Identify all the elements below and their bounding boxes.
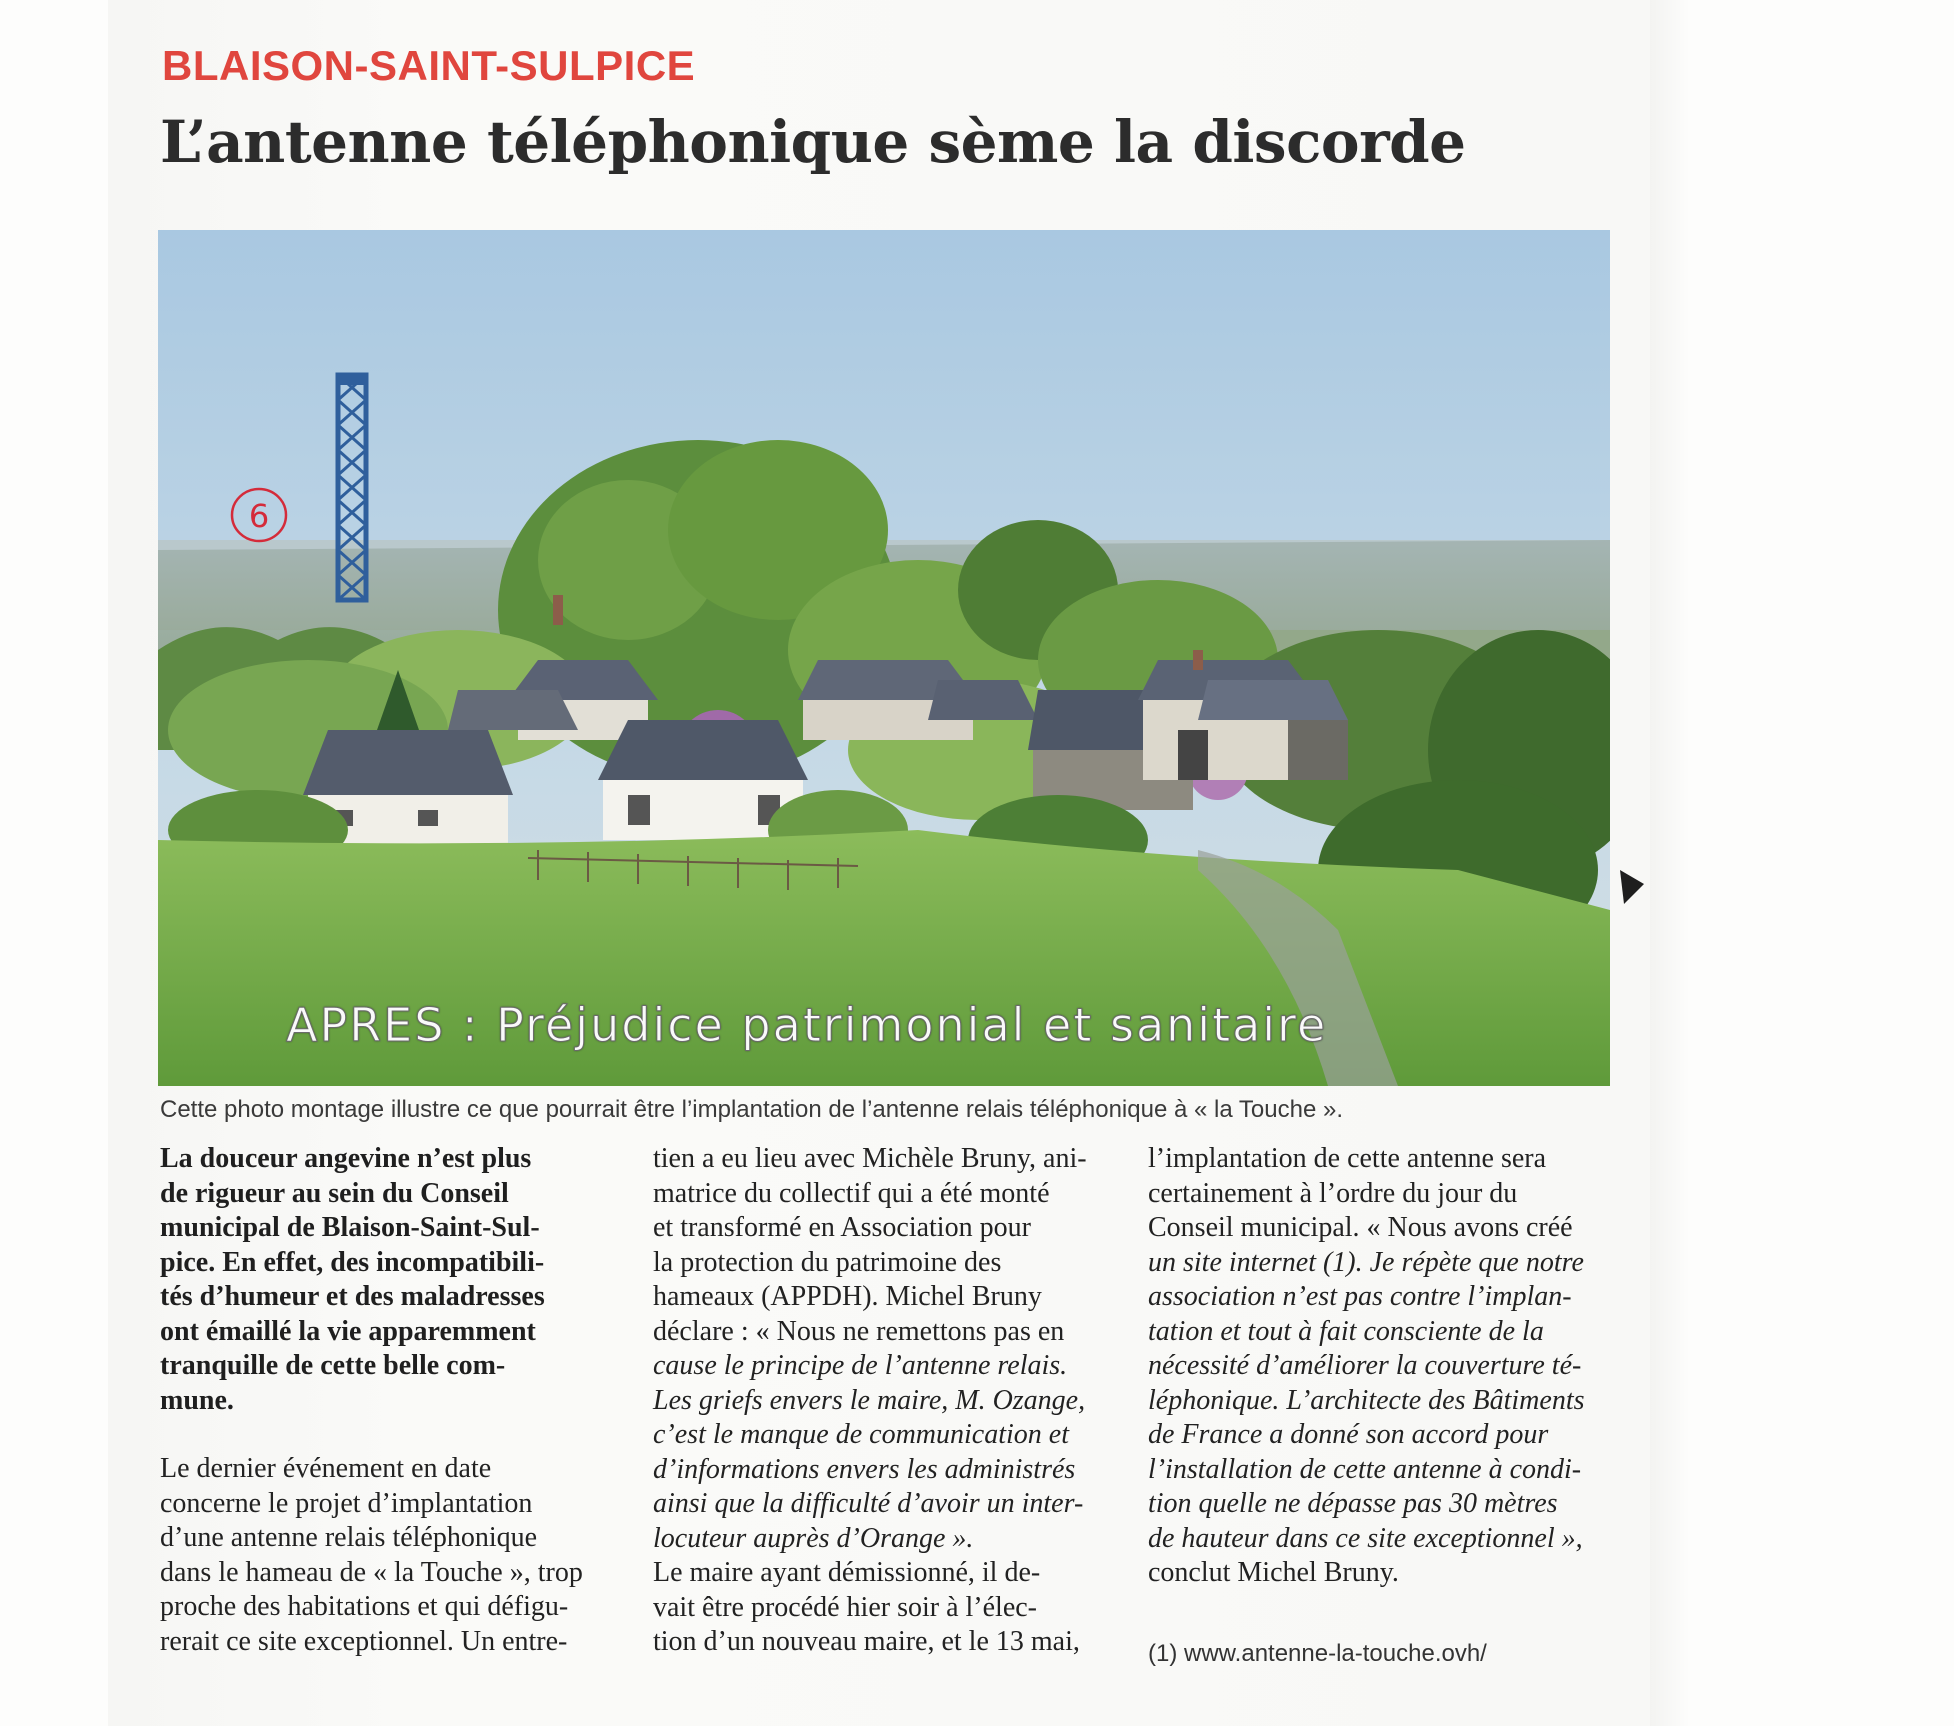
text-line: vait être procédé hier soir à l’élec-: [653, 1591, 1038, 1623]
text-line: Conseil municipal. « Nous avons créé: [1148, 1212, 1573, 1243]
article-column-2: [653, 1142, 1113, 1660]
text-line: Le maire ayant démissionné, il de-: [653, 1557, 1041, 1588]
photo-caption: Cette photo montage illustre ce que pourrait être l’implantation de l’antenne relais téléphonique à « la Touche ».: [160, 1096, 1343, 1123]
text-line: d’informations envers les administrés: [653, 1453, 1076, 1485]
text-line: c’est le manque de communication et: [653, 1419, 1069, 1450]
text-line: La douceur angevine n’est plus: [160, 1143, 532, 1174]
page-edge: [1650, 0, 1690, 1726]
text-line: de France a donné son accord pour: [1148, 1419, 1549, 1450]
article-photo: [158, 230, 1610, 1086]
village-photomontage: [158, 230, 1610, 1086]
text-line: conclut Michel Bruny.: [1148, 1557, 1399, 1588]
text-line: cause le principe de l’antenne relais.: [653, 1350, 1068, 1381]
text-line: pice. En effet, des incompatibili-: [160, 1246, 545, 1278]
text-line: la protection du patrimoine des: [653, 1246, 1002, 1278]
text-line: locuteur auprès d’Orange ».: [653, 1522, 974, 1554]
article-lede: [160, 1142, 620, 1418]
handwritten-circled-number: [226, 482, 292, 548]
text-line: d’une antenne relais téléphonique: [160, 1522, 538, 1553]
text-line: ainsi que la difficulté d’avoir un inter-: [653, 1488, 1084, 1519]
text-line: tranquille de cette belle com-: [160, 1350, 506, 1381]
text-line: Le dernier événement en date: [160, 1453, 492, 1484]
text-line: ont émaillé la vie apparemment: [160, 1315, 536, 1347]
text-line: proche des habitations et qui défigu-: [160, 1591, 569, 1622]
article-headline: L’antenne téléphonique sème la discorde: [160, 108, 1466, 176]
svg-text:6: 6: [248, 497, 270, 535]
text-line: tion quelle ne dépasse pas 30 mètres: [1148, 1488, 1558, 1519]
text-line: mune.: [160, 1384, 234, 1416]
paper-tear: [1620, 870, 1644, 904]
text-line: certainement à l’ordre du jour du: [1148, 1177, 1518, 1209]
text-line: association n’est pas contre l’implan-: [1148, 1281, 1572, 1312]
text-line: et transformé en Association pour: [653, 1212, 1031, 1243]
article-kicker: BLAISON-SAINT-SULPICE: [162, 42, 696, 89]
text-line: de hauteur dans ce site exceptionnel »,: [1148, 1522, 1583, 1554]
text-line: tion d’un nouveau maire, et le 13 mai,: [653, 1626, 1080, 1657]
text-line: un site internet (1). Je répète que notre: [1148, 1246, 1584, 1278]
text-line: tien a eu lieu avec Michèle Bruny, ani-: [653, 1143, 1087, 1174]
text-line: tation et tout à fait consciente de la: [1148, 1315, 1544, 1347]
article-column-3: [1148, 1142, 1608, 1591]
text-line: nécessité d’améliorer la couverture té-: [1148, 1350, 1582, 1381]
text-line: matrice du collectif qui a été monté: [653, 1177, 1050, 1209]
text-line: concerne le projet d’implantation: [160, 1487, 533, 1519]
article-body-start: [160, 1452, 620, 1659]
text-line: dans le hameau de « la Touche », trop: [160, 1556, 583, 1588]
footnote-link: (1) www.antenne-la-touche.ovh/: [1148, 1640, 1487, 1667]
photo-overlay-text: APRES : Préjudice patrimonial et sanitaire: [286, 998, 1328, 1052]
text-line: tés d’humeur et des maladresses: [160, 1281, 545, 1312]
text-line: déclare : « Nous ne remettons pas en: [653, 1315, 1065, 1347]
text-line: l’installation de cette antenne à condi-: [1148, 1453, 1582, 1485]
text-line: léphonique. L’architecte des Bâtiments: [1148, 1384, 1585, 1416]
article-column-1: [160, 1142, 620, 1659]
text-line: de rigueur au sein du Conseil: [160, 1177, 509, 1209]
text-line: l’implantation de cette antenne sera: [1148, 1143, 1547, 1174]
text-line: hameaux (APPDH). Michel Bruny: [653, 1281, 1042, 1312]
text-line: municipal de Blaison-Saint-Sul-: [160, 1212, 540, 1243]
text-line: Les griefs envers le maire, M. Ozange,: [653, 1384, 1086, 1416]
text-line: rerait ce site exceptionnel. Un entre-: [160, 1625, 568, 1657]
